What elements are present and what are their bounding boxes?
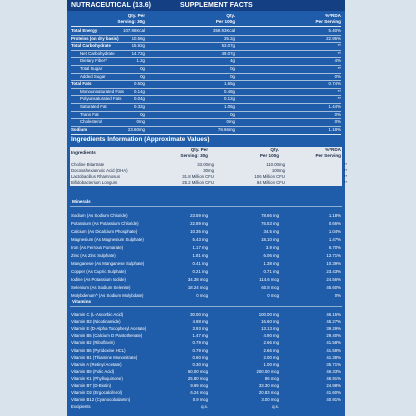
rda-percent: ** [337,96,341,102]
supplement-facts-panel: NUTRACEUTICAL (13.6) SUPPLEMENT FACTS Qty. Per Serving: 30g Qty. Per 100g %*RDA Per Serving Total Energy 107.98Kcal 359.93Kcal 5.40% Proteins (on dry basis) 10.56g 35.2g 22.95% Total Carbohydrate 15.92g 53.07g ** Net Carbohydrate 14.72g 49.07g ** Dietary Fiber^ 1.2g 4g 4% Total Sugar 0g 0g ** Added Sugar 0g 0g 0% Total Fats 0.50g 1.65g 0.74% Monounsaturated Fats 0.14g 0.48g ** Polyunsaturated Fats 0.04g 0.12g ** Saturated Fat 0.32g 1.06g 1.44% Trans Fat 0g 0g 0% Cholesterol 0mg 0mg 0% Sodium 23.60mg 78.66mg 1.18% Ingredients Information (Approximate Values) Ingredients Qty. Per Serving: 30g Qty. Per 100g %*RDA Per Serving Choline Bitartrate 33.00mg 110.00mg ** Docosahexaenoic Acid (DHA) 30mg 100mg ** Lactobacillus Rhamnosus 31.8 Million CFU 106 Million CFU ** Bifidobacterium Longum 25.2 Million CFU 84 Million CFU ** Minerals Sodium (As Sodium Chloride) 23.59 mg 78.66 mg 1.18% Potassium (As Potassium Chloride) 22.89 mg 76.53 mg 0.66% Calcium (As Dicalcium Phosphate) 10.35 mg 34.5 mg 1.04% Magnesium (As Magnesium Sulphate) 5.43 mg 18.10 mg 1.47% Iron (As Ferrous Fumarate) 1.17 mg 3.9 mg 6.70% Zinc (As Zinc Sulphate) 1.81 mg 6.06 mg 13.71% Manganese (As Manganese Sulphate) 0.41 mg 1.38 mg 10.39% Copper (As Cupric Sulphate) 0.21 mg 0.71 mg 23.43% Iodine (As Potassium Iodide) 34.38 mcg 114.6 mcg 24.56% Selenium (As Sodium Selenite) 18.24 mcg 60.8 mcg 45.60% Molybdenum^ (As Sodium Molybdate) 0 mcg 0 mcg 0% Vitamins Vitamin C (L-Ascorbic Acid) 30.00 mg 100.00 mg 46.15% Vitamin B3 (Nicotinamide) 4.98 mg 16.60 mg 45.27% Vitamin E (D-Alpha Tocopheryl Acetate) 3.93 mg 13.13 mg 39.29% Vitamin B5 (Calcium D Pantothenate) 1.47 mg 4.90 mg 29.40% Vitamin B2 (Riboflavin) 0.79 mg 2.66 mg 41.58% Vitamin B6 (Pyridoxine HCL) 0.79 mg 2.66 mg 41.58% Vitamin B1 (Thiamine Mononitrate) 0.60 mg 2.00 mg 41.38% Vitamin A (Retinyl Acetate) 0.30 mg 1.00 mg 35.71% Vitamin B9 (Folic Acid) 60.00 mcg 200.00 mcg 46.33% Vitamin K1 (Phylloquinone) 25.80 mcg 86 mcg 46.91% Vitamin B7 (D-Biotin) 9.99 mcg 33.30 mcg 24.98% Vitamin D2 (Ergocalciferol) 6.24 mcg 20.83 mcg 41.60% Vitamin B12 (Cyanocobalamin) 0.9 mcg 3.00 mcg 40.91% Excipients q.s. q.s. [67,0,345,416]
item-name: Vitamin B7 (D-Biotin) [71,383,112,388]
rda-percent: 41.60% [326,390,341,396]
facts-row [67,58,345,64]
qty-per-100g: 3.00 mcg [261,397,279,403]
table-row [67,369,345,374]
rda-percent: ** [343,167,347,173]
qty-per-100g: 359.93Kcal [213,28,235,33]
item-name: Vitamin B5 (Calcium D Pantothenate) [71,333,143,339]
qty-per-100g: 78.66 mg [261,213,279,218]
item-name: Copper (As Cupric Sulphate) [71,269,126,274]
item-name: Zinc (As Zinc Sulphate) [71,253,116,258]
nutrient-name: Trans Fat [80,111,99,117]
item-name: Vitamin B2 (Riboflavin) [71,340,115,346]
qty-per-serving: 0.79 mg [192,347,208,353]
item-name: Manganese (As Manganese Sulphate) [71,261,145,266]
rda-percent: ** [343,162,347,167]
col3-header-line2: Per Serving [315,18,341,24]
facts-row [67,36,345,42]
nutrient-name: Monounsaturated Fats [80,88,124,94]
qty-per-serving: 0mg [136,119,145,125]
qty-per-100g: 200.00 mcg [256,368,279,374]
qty-per-serving: 0g [140,73,145,79]
nutrient-name: Cholesterol [80,119,103,125]
table-row [70,168,348,173]
ing-col3-line1: %*RDA [325,147,341,152]
rda-percent: 24.98% [326,383,341,388]
qty-per-100g: 84 Million CFU [256,179,285,185]
table-row [67,348,345,353]
qty-per-100g: 1.38 mg [263,261,279,266]
title-bar [67,0,345,11]
qty-per-serving: 0.32g [134,104,145,109]
table-row [67,285,345,290]
ingredients-label: Ingredients [71,150,96,155]
qty-per-100g: 106 Million CFU [254,173,285,179]
item-name: Vitamin K1 (Phylloquinone) [71,375,123,381]
qty-per-serving: 4.98 mg [192,319,208,325]
facts-row [67,127,345,133]
table-row [67,319,345,324]
qty-per-serving: 33.00mg [197,162,214,167]
qty-per-100g: 4g [230,58,235,64]
table-row [67,237,345,242]
table-row [67,333,345,338]
rda-percent: 39.29% [326,326,341,332]
qty-per-100g: 1.65g [224,81,235,87]
item-name: Docosahexaenoic Acid (DHA) [71,167,128,173]
item-name: Vitamin B6 (Pyridoxine HCL) [71,347,126,353]
qty-per-serving: 30.00 mg [190,312,208,317]
ing-col2-line1: Qty. [270,147,279,152]
col1-header-line1: Qty. Per [127,13,145,18]
rda-percent: 46.33% [326,368,341,374]
qty-per-100g: 0.71 mg [263,269,279,274]
ingredients-info-title: Ingredients Information (Approximate Values) [71,136,210,143]
table-row [67,340,345,345]
nutrient-name: Proteins (on dry basis) [71,35,119,41]
table-row [67,245,345,250]
qty-per-serving: 23.59 mg [190,213,208,218]
table-row [67,390,345,395]
qty-per-serving: 3.93 mg [192,326,208,332]
qty-per-100g: 114.6 mcg [259,277,279,282]
qty-per-serving: 6.24 mcg [190,390,208,396]
item-name: Iodine (As Potassium Iodide) [71,277,126,282]
qty-per-100g: 0g [230,111,235,117]
facts-row [67,96,345,102]
rda-percent: 0% [334,73,341,79]
table-row [67,221,345,226]
vitamins-rule [70,306,342,307]
rda-percent: 10.39% [326,261,341,266]
qty-per-serving: 0.9 mcg [192,397,208,403]
qty-per-100g: 2.66 mg [263,340,279,346]
item-name: Vitamin E (D-Alpha Tocopheryl Acetate) [71,326,147,332]
qty-per-serving: 18.24 mcg [187,285,208,290]
facts-row [67,28,345,34]
qty-per-serving: 1.47 mg [192,333,208,339]
rda-percent: 41.58% [326,347,341,353]
qty-per-serving: 0g [140,111,145,117]
qty-per-100g: 0.12g [224,96,235,102]
rda-percent: ** [337,50,341,56]
rda-percent: 1.47% [328,237,341,242]
rda-percent: ** [337,66,341,71]
nutrient-name: Dietary Fiber^ [80,58,108,64]
qty-per-serving: 0.41 mg [192,261,208,266]
rda-percent: 46.91% [326,375,341,381]
qty-per-serving: 25.80 mcg [187,375,208,381]
item-name: Choline Bitartrate [71,162,105,167]
table-row [67,277,345,282]
qty-per-100g: 0 mcg [267,293,279,298]
rda-percent: 4% [334,58,341,64]
qty-per-serving: 0.60 mg [192,354,208,360]
qty-per-serving: 31.8 Million CFU [182,173,214,179]
header-rule [71,26,341,27]
qty-per-100g: 100mg [271,167,285,173]
qty-per-100g: 0.48g [224,88,235,94]
rda-percent: 0.74% [328,81,341,87]
qty-per-100g: 4.90 mg [263,333,279,339]
item-name: Vitamin B9 (Folic Acid) [71,368,115,374]
facts-row [67,104,345,110]
item-name: Vitamin B3 (Nicotinamide) [71,319,121,325]
ingredients-box [70,147,347,186]
facts-row [67,43,345,49]
qty-per-serving: q.s. [201,404,208,410]
nutrient-name: Polyunsaturated Fats [80,96,122,102]
nutrient-name: Total Fats [71,81,92,87]
qty-per-100g: 13.13 mg [261,326,279,332]
qty-per-serving: 0.14g [134,88,145,94]
table-row [67,355,345,360]
nutrient-name: Added Sugar [80,73,106,79]
rda-percent: ** [337,88,341,94]
rda-percent: 0% [334,293,341,298]
rda-percent: 24.56% [326,277,341,282]
qty-per-serving: 34.38 mcg [187,277,208,282]
item-name: Selenium (As Sodium Selenite) [71,285,131,290]
rda-percent: 45.60% [326,285,341,290]
rda-percent: 1.04% [328,229,341,234]
nutrient-name: Net Carbohydrate [80,50,115,56]
rda-percent: 29.40% [326,333,341,339]
ing-col1-line1: Qty. Per [190,147,208,152]
rda-percent: 0.66% [328,221,341,226]
qty-per-100g: 60.8 mcg [261,285,279,290]
ing-col3-line2: Per Serving [315,152,341,158]
facts-row [67,51,345,57]
qty-per-100g: 100.00 mg [258,312,279,317]
qty-per-serving: 0.21 mg [192,269,208,274]
qty-per-100g: q.s. [272,404,279,410]
item-name: Calcium (As Dicalcium Phosphate) [71,229,138,234]
item-name: Molybdenum^ (As Sodium Molybdate) [71,293,144,298]
qty-per-serving: 0.04g [134,96,145,102]
item-name: Magnesium (As Magnesium Sulphate) [71,237,144,242]
nutrient-name: Saturated Fat [80,104,107,109]
qty-per-100g: 16.60 mg [261,319,279,325]
qty-per-100g: 3.9 mg [265,245,279,250]
qty-per-100g: 20.83 mcg [258,390,279,396]
nutrient-name: Total Carbohydrate [71,43,111,49]
rda-percent: 6.70% [328,245,341,250]
table-row [67,213,345,218]
nutrient-name: Total Energy [71,28,98,33]
qty-per-100g: 0g [230,73,235,79]
facts-row [67,74,345,80]
qty-per-serving: 1.2g [136,58,145,64]
rda-percent: 23.43% [326,269,341,274]
table-row [67,261,345,266]
qty-per-serving: 25.2 Million CFU [182,179,214,185]
rda-percent: 0% [334,119,341,125]
qty-per-serving: 1.17 mg [192,245,208,250]
qty-per-serving: 0.79 mg [192,340,208,346]
qty-per-100g: 78.66mg [217,126,235,132]
qty-per-serving: 22.89 mg [190,221,208,226]
table-row [67,397,345,402]
qty-per-100g: 6.06 mg [263,253,279,258]
qty-per-100g: 0mg [226,119,235,125]
qty-per-serving: 1.81 mg [192,253,208,258]
facts-row [67,112,345,118]
facts-row [67,119,345,125]
ing-col1-line2: Serving: 30g [180,152,208,158]
rda-percent: 13.71% [326,253,341,258]
qty-per-100g: 53.07g [221,43,235,49]
rda-percent: 35.71% [326,361,341,367]
item-name: Iron (As Ferrous Fumarate) [71,245,124,250]
qty-per-serving: 60.00 mcg [187,368,208,374]
minerals-rule [70,206,342,207]
table-row [70,180,348,185]
qty-per-serving: 0.50g [134,81,145,87]
item-name: Excipients [71,404,91,410]
table-row [67,404,345,409]
item-name: Vitamin D2 (Ergocalciferol) [71,390,123,396]
qty-per-100g: 0g [230,66,235,71]
rda-percent: ** [337,43,341,49]
col2-header-line1: Qty. [226,13,235,18]
rda-percent: 1.44% [328,104,341,109]
qty-per-100g: 2.66 mg [263,347,279,353]
qty-per-serving: 15.92g [131,43,145,49]
qty-per-serving: 30mg [203,167,214,173]
table-row [67,253,345,258]
rda-percent: 41.38% [326,354,341,360]
qty-per-100g: 33.30 mcg [258,383,279,388]
qty-per-serving: 23.60mg [127,126,145,132]
item-name: Vitamin A (Retinyl Acetate) [71,361,122,367]
qty-per-100g: 76.53 mg [261,221,279,226]
nutrient-name: Total Sugar [80,66,103,71]
item-name: Lactobacillus Rhamnosus [71,173,120,179]
rda-percent: 5.40% [328,28,341,33]
qty-per-100g: 86 mcg [264,375,279,381]
qty-per-serving: 0g [140,66,145,71]
rda-percent: 1.18% [328,126,341,132]
col1-header-line2: Serving: 30g [117,18,145,24]
table-row [67,383,345,388]
rda-percent: 22.95% [326,35,341,41]
rda-percent: 0% [334,111,341,117]
item-name: Potassium (As Potassium Chloride) [71,221,139,226]
rda-percent: 40.91% [326,397,341,403]
qty-per-serving: 107.98Kcal [123,28,145,33]
item-name: Vitamin C (L-Ascorbic Acid) [71,312,124,317]
table-row [67,229,345,234]
table-row [67,362,345,367]
col2-header-line2: Per 100g [215,18,235,24]
table-row [70,174,348,179]
table-row [67,376,345,381]
table-row [70,162,348,167]
table-row [67,293,345,298]
facts-row [67,89,345,95]
ingredients-header [70,147,342,161]
table-row [67,269,345,274]
ing-col2-line2: Per 100g [259,152,279,158]
qty-per-100g: 1.00 mg [263,361,279,367]
item-name: Vitamin B12 (Cyanocobalamin) [71,397,131,403]
nutraceutical-title: NUTRACEUTICAL (13.6) [71,2,151,9]
qty-per-100g: 1.06g [224,104,235,109]
qty-per-serving: 0 mcg [196,293,208,298]
table-row [67,312,345,317]
qty-per-100g: 34.5 mg [263,229,279,234]
qty-per-100g: 2.00 mg [263,354,279,360]
qty-per-serving: 5.43 mg [192,237,208,242]
item-name: Vitamin B1 (Thiamine Mononitrate) [71,354,138,360]
rda-percent: ** [343,179,347,185]
qty-per-100g: 18.10 mg [261,237,279,242]
facts-row [67,81,345,87]
col3-header-line1: %*RDA [325,13,341,18]
rda-percent: ** [343,173,347,179]
qty-per-100g: 110.00mg [266,162,285,167]
rda-percent: 1.18% [328,213,341,218]
qty-per-100g: 49.07g [221,50,235,56]
item-name: Sodium (As Sodium Chloride) [71,213,128,218]
rda-percent: 46.15% [326,312,341,317]
qty-per-serving: 10.56g [131,35,145,41]
nutrient-name: Sodium [71,126,88,132]
rda-percent: 41.58% [326,340,341,346]
qty-per-serving: 14.72g [131,50,145,56]
facts-row [67,66,345,72]
qty-per-serving: 0.30 mg [192,361,208,367]
rda-percent: 45.27% [326,319,341,325]
supplement-facts-title: SUPPLEMENT FACTS [180,2,253,9]
qty-per-serving: 9.99 mcg [190,383,208,388]
item-name: Bifidobacterium Longum [71,179,118,185]
qty-per-100g: 35.2g [224,35,235,41]
table-row [67,326,345,331]
qty-per-serving: 10.35 mg [190,229,208,234]
